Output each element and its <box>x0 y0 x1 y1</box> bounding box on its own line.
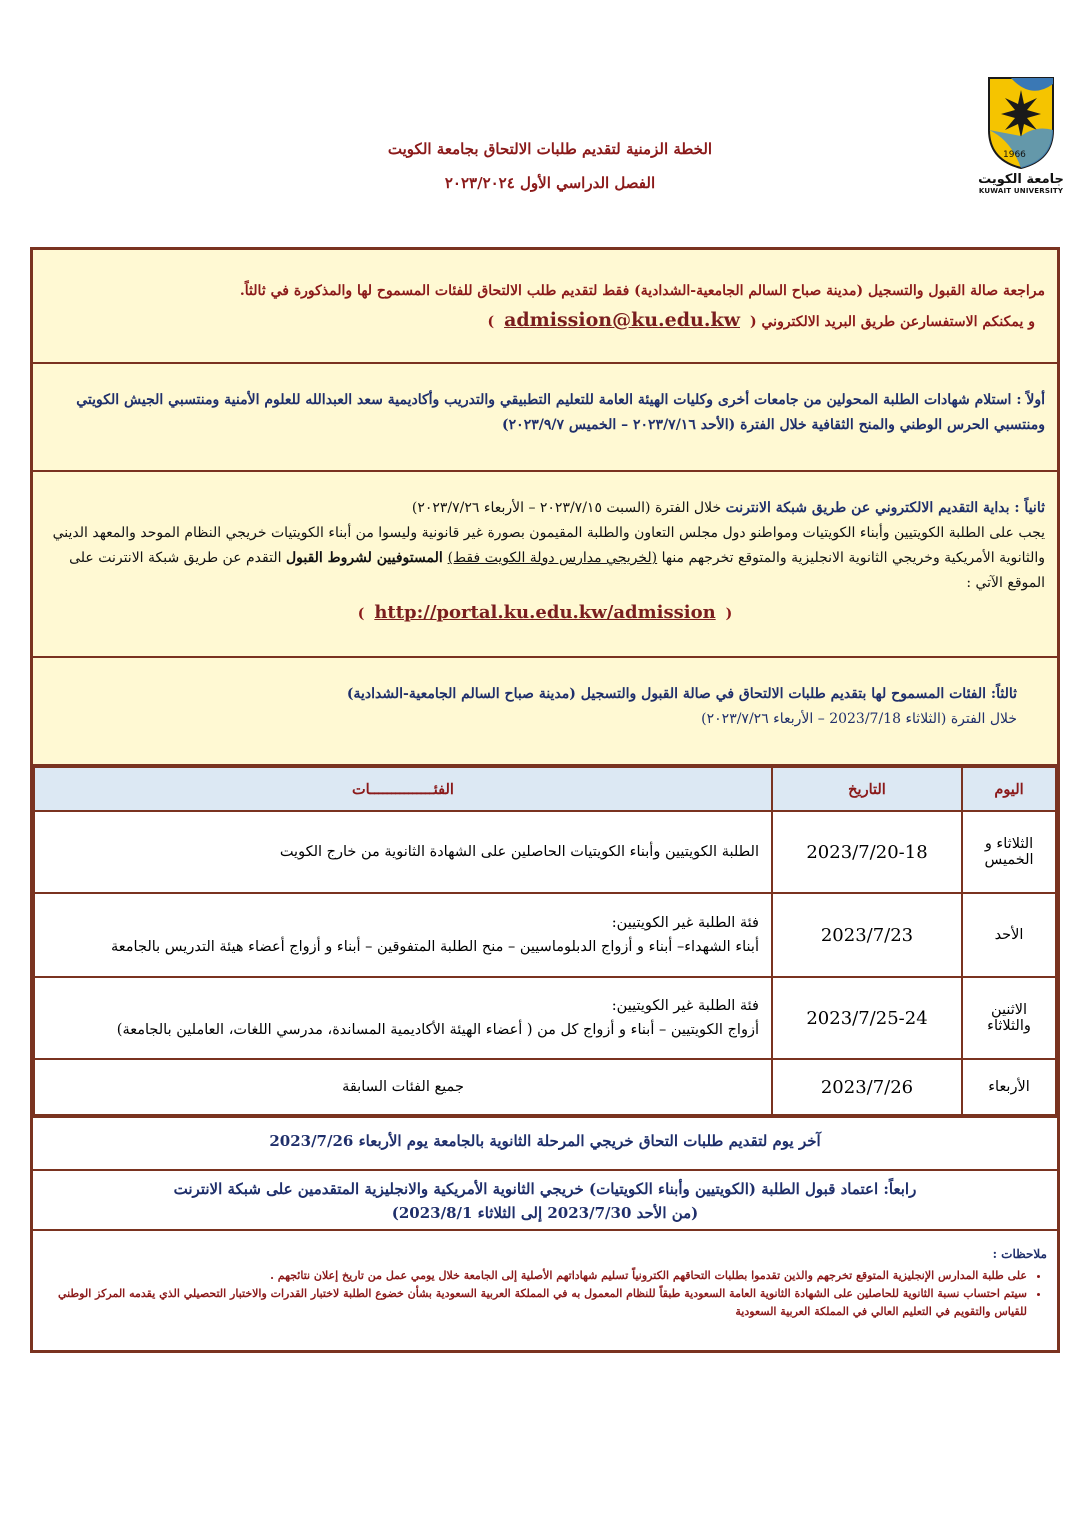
row-categories-line1: فئة الطلبة غير الكويتيين: <box>611 915 759 931</box>
second-underlined: (لخريجي مدارس دولة الكويت فقط) <box>447 550 658 566</box>
notes-heading: ملاحظات : <box>992 1247 1047 1261</box>
intro-section <box>33 250 1057 364</box>
row-date: 2023/7/25-24 <box>772 977 962 1059</box>
row-categories-line1: جميع الفئات السابقة <box>342 1079 464 1095</box>
row-categories-line1: فئة الطلبة غير الكويتيين: <box>611 998 759 1014</box>
second-period: خلال الفترة (السبت ٢٠٢٣/٧/١٥ – الأربعاء ٢٠٢٣/٧/٢٦) <box>411 500 726 516</box>
fourth-line-1: رابعاً: اعتماد قبول الطلبة (الكويتيين وأبناء الكويتيات) خريجي الثانوية الأمريكية والانجليزية المتقدمين على شبكة الانترنت <box>173 1180 917 1198</box>
intro-prefix: و يمكنكم الاستفسارعن طريق البريد الالكتروني ( <box>750 314 1035 330</box>
row-categories-line2: أزواج الكويتيين – أبناء و أزواج كل من ( أعضاء الهيئة الأكاديمية المساندة، مدرسي اللغات، العاملين بالجامعة) <box>116 1022 759 1038</box>
last-day-section <box>33 1116 1057 1171</box>
admission-email-link[interactable]: admission@ku.edu.kw <box>504 309 740 331</box>
row-categories-line1: الطلبة الكويتيين وأبناء الكويتيات الحاصلين على الشهادة الثانوية من خارج الكويت <box>279 844 759 860</box>
header-day: اليوم <box>962 767 1056 811</box>
notes-section <box>33 1231 1057 1350</box>
title-line-1: الخطة الزمنية لتقديم طلبات الالتحاق بجامعة الكويت <box>387 140 713 158</box>
last-day-text: آخر يوم لتقديم طلبات التحاق خريجي المرحلة الثانوية بالجامعة يوم الأربعاء 2023/7/26 <box>269 1132 821 1150</box>
schedule-frame <box>30 247 1060 1353</box>
second-body <box>45 521 1045 596</box>
table-row <box>34 893 1056 977</box>
note-item: • سيتم احتساب نسبة الثانوية للحاصلين على الشهادة الثانوية العامة السعودية طبقاً للنظام المعمول به في المملكة العربية السعودية بشأن خضوع الطلبة لاختبار القدرات والاختبار التحصيلي الذي يقدمه المركز الوطني للقياس والتقويم في التعليم العالي في المملكة العربية السعودية <box>43 1285 1027 1321</box>
table-row <box>34 1059 1056 1115</box>
second-body-text: يجب على الطلبة الكويتيين وأبناء الكويتيات ومواطنو دول مجلس التعاون والطلبة المقيمون بصورة غير قانونية وليسوا من أبناء الكويتيات خريجي النظام الموحد والمعهد الديني والثانوية الأمريكية وخريجي الثانوية الانجليزية والمتوقع تخرجهم منها <box>52 525 1045 566</box>
kuwait-university-logo <box>975 70 1067 195</box>
table-header-row <box>34 767 1056 811</box>
fourth-line-2: (من الأحد 2023/7/30 إلى الثلاثاء 2023/8/1) <box>391 1204 699 1222</box>
link-open: ( <box>725 606 733 622</box>
row-categories <box>34 1059 772 1115</box>
row-day: الاثنين والثلاثاء <box>962 977 1056 1059</box>
table-row <box>34 977 1056 1059</box>
second-bold-tail: المستوفيين لشروط القبول <box>285 550 448 566</box>
intro-suffix: ) <box>487 314 495 330</box>
logo-name-en: KUWAIT UNIVERSITY <box>978 187 1064 195</box>
header-categories: الفئـــــــــــــــات <box>34 767 772 811</box>
document-title <box>200 132 900 200</box>
link-close: ) <box>357 606 365 622</box>
categories-table <box>33 766 1057 1116</box>
row-categories <box>34 893 772 977</box>
row-date: 2023/7/26 <box>772 1059 962 1115</box>
row-day: الأربعاء <box>962 1059 1056 1115</box>
row-categories <box>34 977 772 1059</box>
third-section <box>33 658 1057 766</box>
row-day: الثلاثاء و الخميس <box>962 811 1056 893</box>
row-date: 2023/7/23 <box>772 893 962 977</box>
row-date: 2023/7/20-18 <box>772 811 962 893</box>
note-item: • على طلبة المدارس الإنجليزية المتوقع تخرجهم والذين تقدموا بطلبات التحاقهم الكترونياً تسليم شهاداتهم الأصلية إلى الجامعة خلال يومي عمل من تاريخ إعلان نتائجهم . <box>43 1267 1027 1285</box>
third-heading: ثالثاً: الفئات المسموح لها بتقديم طلبات الالتحاق في صالة القبول والتسجيل (مدينة صباح السالم الجامعية-الشدادية) <box>346 686 1017 702</box>
first-text: أولاً : استلام شهادات الطلبة المحولين من جامعات أخرى وكليات الهيئة العامة للتعليم التطبيقي والتدريب وأكاديمية سعد العبدالله للعلوم الأمنية ومنتسبي الجيش الكويتي ومنتسبي الحرس الوطني والمنح الثقافية خلال الفترة (الأحد ٢٠٢٣/٧/١٦ – الخميس ٢٠٢٣/٩/٧) <box>76 392 1045 433</box>
intro-line-2 <box>45 304 1045 338</box>
row-categories <box>34 811 772 893</box>
fourth-section <box>33 1171 1057 1231</box>
title-line-2: الفصل الدراسي الأول ٢٠٢٣/٢٠٢٤ <box>444 174 656 192</box>
second-heading-line <box>45 496 1045 521</box>
table-row <box>34 811 1056 893</box>
row-day: الأحد <box>962 893 1056 977</box>
header-date: التاريخ <box>772 767 962 811</box>
second-section <box>33 472 1057 658</box>
logo-year: 1966 <box>1003 150 1026 160</box>
admission-portal-link[interactable]: http://portal.ku.edu.kw/admission <box>374 602 716 623</box>
first-section <box>33 364 1057 472</box>
notes-list <box>43 1267 1047 1321</box>
portal-link-line <box>45 600 1045 627</box>
intro-line-1: مراجعة صالة القبول والتسجيل (مدينة صباح السالم الجامعية-الشدادية) فقط لتقديم طلب الالتحاق للفئات المسموح لها والمذكورة في ثالثاً. <box>239 283 1045 299</box>
second-tail: التقدم عن طريق شبكة الانترنت على الموقع الآتي : <box>69 550 1045 591</box>
row-categories-line2: أبناء الشهداء– أبناء و أزواج الدبلوماسيين – منح الطلبة المتفوقين – أبناء و أزواج أعضاء هيئة التدريس بالجامعة <box>111 939 759 955</box>
logo-name-ar: جامعة الكويت <box>978 172 1064 187</box>
second-heading: ثانياً : بداية التقديم الالكتروني عن طريق شبكة الانترنت <box>725 500 1045 516</box>
third-period: خلال الفترة (الثلاثاء 2023/7/18 – الأربعاء ٢٠٢٣/٧/٢٦) <box>701 711 1017 727</box>
